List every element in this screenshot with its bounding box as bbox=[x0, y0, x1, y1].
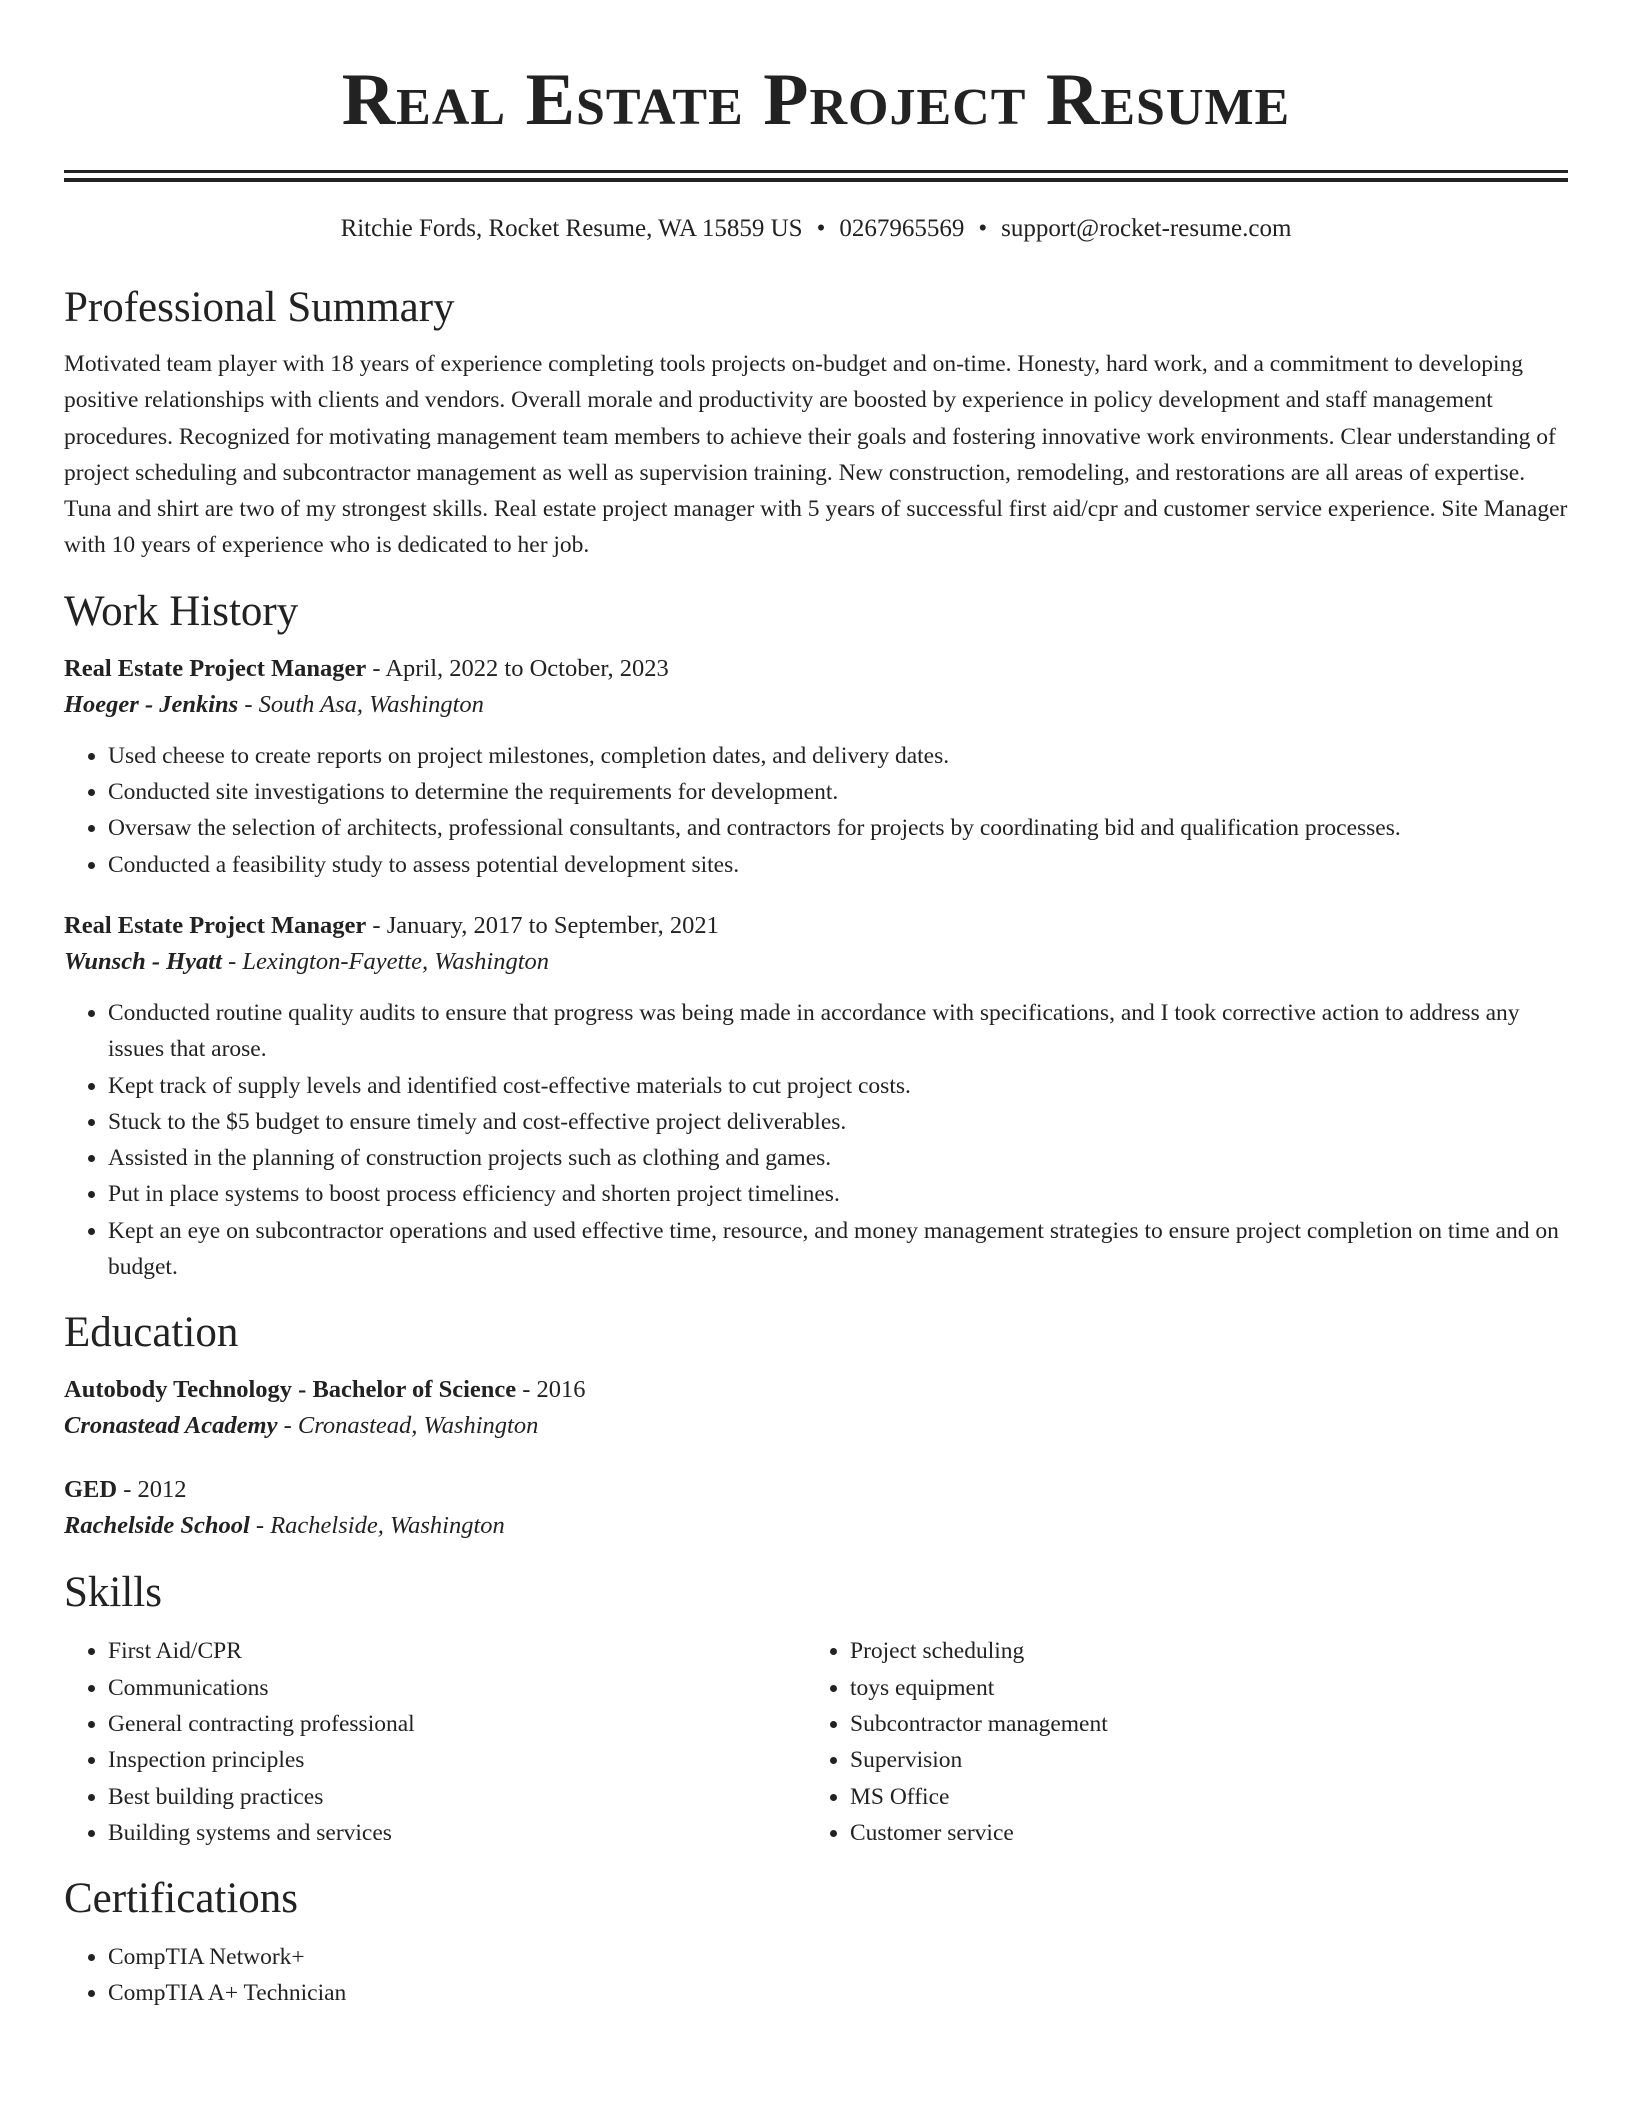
contact-phone: 0267965569 bbox=[839, 215, 965, 242]
school-location: - Cronastead, Washington bbox=[277, 1412, 539, 1440]
summary-text: Motivated team player with 18 years of experience completing tools projects on-budget and on-time. Honesty, hard work, and a commitment to developing positive relationships with clients and vendors. Overall morale and productivity are boosted by experience in policy development and staff management procedures. Recognized for motivating management team members to achieve their goals and fostering innovative work environments. Clear understanding of project scheduling and subcontractor management as well as supervision training. New construction, remodeling, and restorations are all areas of expertise. Tuna and shirt are two of my strongest skills. Real estate project manager with 5 years of successful first aid/cpr and customer service experience. Site Manager with 10 years of experience who is dedicated to her job. bbox=[64, 351, 1568, 559]
school-location: - Rachelside, Washington bbox=[249, 1512, 505, 1540]
job-title: Real Estate Project Manager bbox=[64, 654, 367, 682]
job-title-line bbox=[64, 909, 1568, 943]
certification-item: • CompTIA A+ Technician bbox=[108, 1975, 1568, 2011]
skill-item: • Project scheduling bbox=[850, 1633, 1548, 1669]
job-duties bbox=[64, 738, 1568, 883]
job-title: Real Estate Project Manager bbox=[64, 911, 367, 939]
job-duty: • Conducted site investigations to determine the requirements for development. bbox=[108, 774, 1568, 810]
job-duty: • Conducted a feasibility study to assess potential development sites. bbox=[108, 847, 1568, 883]
job-duty: • Oversaw the selection of architects, professional consultants, and contractors for projects by coordinating bid and qualification processes. bbox=[108, 810, 1568, 846]
skill-item: • First Aid/CPR bbox=[108, 1633, 806, 1669]
skill-item: • Inspection principles bbox=[108, 1742, 806, 1778]
job-duty: • Put in place systems to boost process efficiency and shorten project timelines. bbox=[108, 1176, 1568, 1212]
contact-separator: • bbox=[978, 215, 988, 242]
job-dates: - January, 2017 to September, 2021 bbox=[366, 911, 719, 939]
school-name: Cronastead Academy bbox=[64, 1412, 278, 1440]
job-entry bbox=[64, 652, 1568, 883]
education-entry bbox=[64, 1473, 1568, 1545]
certification-item: • CompTIA Network+ bbox=[108, 1939, 1568, 1975]
job-employer-line bbox=[64, 686, 1568, 724]
job-dates: - April, 2022 to October, 2023 bbox=[366, 654, 669, 682]
summary-heading: Professional Summary bbox=[64, 284, 455, 331]
job-duty: • Used cheese to create reports on project milestones, completion dates, and delivery dates. bbox=[108, 738, 1568, 774]
certifications-section bbox=[64, 1873, 1568, 2012]
job-duty: • Kept track of supply levels and identified cost-effective materials to cut project costs. bbox=[108, 1068, 1568, 1104]
education-section bbox=[64, 1307, 1568, 1545]
contact-separator: • bbox=[816, 215, 826, 242]
skills-list-right bbox=[806, 1633, 1548, 1851]
summary-section bbox=[64, 282, 1568, 564]
school-line bbox=[64, 1407, 1568, 1445]
education-heading: Education bbox=[64, 1309, 239, 1357]
school-line bbox=[64, 1507, 1568, 1545]
skill-item: • Subcontractor management bbox=[850, 1706, 1548, 1742]
job-duty: • Conducted routine quality audits to ensure that progress was being made in accordance with specifications, and I took corrective action to address any issues that arose. bbox=[108, 995, 1568, 1068]
school-name: Rachelside School bbox=[64, 1512, 250, 1540]
job-employer-line bbox=[64, 943, 1568, 981]
title-divider bbox=[64, 170, 1568, 182]
degree-line bbox=[64, 1373, 1568, 1407]
job-duty: • Stuck to the $5 budget to ensure timely and cost-effective project deliverables. bbox=[108, 1104, 1568, 1140]
education-entry bbox=[64, 1373, 1568, 1445]
contact-email: support@rocket-resume.com bbox=[1001, 215, 1292, 242]
job-title-line bbox=[64, 652, 1568, 686]
skills-columns bbox=[64, 1619, 1568, 1851]
skill-item: • General contracting professional bbox=[108, 1706, 806, 1742]
contact-line bbox=[64, 214, 1568, 244]
contact-address: Ritchie Fords, Rocket Resume, WA 15859 US bbox=[340, 215, 803, 242]
skills-list-left bbox=[64, 1633, 806, 1851]
job-company: Hoeger - Jenkins bbox=[64, 690, 239, 718]
degree-line bbox=[64, 1473, 1568, 1507]
degree-name: Autobody Technology - Bachelor of Science bbox=[64, 1376, 517, 1404]
certifications-list bbox=[64, 1939, 1568, 2012]
work-history-section bbox=[64, 586, 1568, 1286]
degree-name: GED bbox=[64, 1476, 118, 1504]
job-duty: • Kept an eye on subcontractor operations and used effective time, resource, and money management strategies to ensure project completion on time and on budget. bbox=[108, 1213, 1568, 1286]
job-duty: • Assisted in the planning of construction projects such as clothing and games. bbox=[108, 1140, 1568, 1176]
certifications-heading: Certifications bbox=[64, 1875, 299, 1923]
skill-item: • Customer service bbox=[850, 1815, 1548, 1851]
skill-item: • Best building practices bbox=[108, 1779, 806, 1815]
job-entry bbox=[64, 909, 1568, 1285]
skill-item: • Building systems and services bbox=[108, 1815, 806, 1851]
skill-item: • MS Office bbox=[850, 1779, 1548, 1815]
degree-year: - 2012 bbox=[117, 1476, 187, 1504]
skill-item: • Supervision bbox=[850, 1742, 1548, 1778]
skill-item: • toys equipment bbox=[850, 1670, 1548, 1706]
resume-title: Real Estate Project Resume bbox=[341, 59, 1291, 141]
work-history-heading: Work History bbox=[64, 587, 299, 635]
job-duties bbox=[64, 995, 1568, 1285]
job-company: Wunsch - Hyatt bbox=[64, 947, 222, 975]
job-location: - South Asa, Washington bbox=[238, 690, 484, 718]
skills-heading: Skills bbox=[64, 1569, 162, 1617]
skill-item: • Communications bbox=[108, 1670, 806, 1706]
degree-year: - 2016 bbox=[516, 1376, 586, 1404]
job-location: - Lexington-Fayette, Washington bbox=[221, 947, 550, 975]
skills-section bbox=[64, 1567, 1568, 1851]
